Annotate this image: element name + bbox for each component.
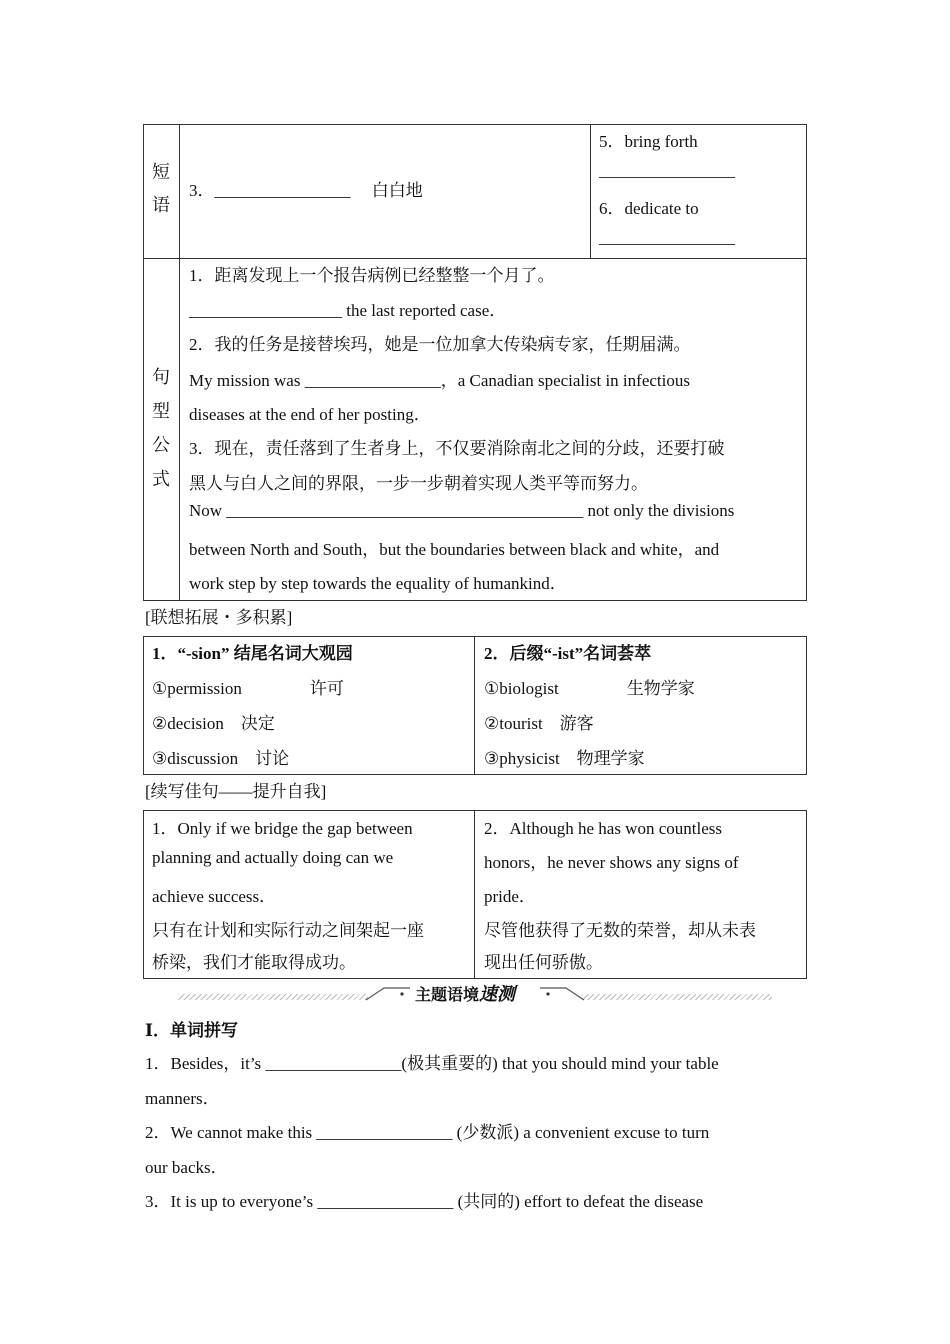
table-divider [179, 124, 180, 601]
good-sentence-line: 尽管他获得了无数的荣誉，却从未表 [484, 921, 756, 940]
table-divider [143, 258, 807, 259]
list-item: ①biologist 生物学家 [484, 679, 695, 698]
banner-emphasis: 速测 [479, 984, 516, 1005]
table-divider [474, 636, 475, 775]
exercise-line: manners． [145, 1089, 220, 1108]
banner-text: 主题语境 [415, 985, 480, 1004]
good-sentence-line: 2．Although he has won countless [484, 819, 722, 838]
list-item: ③physicist 物理学家 [484, 749, 645, 768]
phrase-6: 6．dedicate to [599, 199, 699, 218]
section-heading: [联想拓展・多积累] [145, 608, 293, 627]
exercise-line: our backs． [145, 1158, 228, 1177]
sentence-line: 2．我的任务是接替埃玛，她是一位加拿大传染病专家，任期届满。 [189, 335, 691, 354]
exercise-line: 3．It is up to everyone’s ________________ (共同的) effort to defeat the disease [145, 1192, 704, 1211]
good-sentence-line: pride． [484, 887, 536, 906]
list-item: ②decision 决定 [152, 714, 275, 733]
good-sentence-line: achieve success． [152, 887, 277, 906]
good-sentence-line: planning and actually doing can we [152, 848, 394, 867]
sentence-label: 句型公式 [152, 367, 170, 489]
exercise-heading: Ⅰ．单词拼写 [145, 1021, 238, 1040]
phrase-3: 3．________________ 白白地 [189, 181, 423, 200]
list-item: ③discussion 讨论 [152, 749, 290, 768]
list-item: ②tourist 游客 [484, 714, 594, 733]
sentence-line: Now __________________________________________ not only the divisions [189, 501, 735, 520]
phrase-5: 5．bring forth [599, 132, 698, 151]
sentence-line: 3．现在，责任落到了生者身上，不仅要消除南北之间的分歧，还要打破 [189, 439, 725, 458]
sentence-line: 黑人与白人之间的界限，一步一步朝着实现人类平等而努力。 [189, 474, 648, 493]
good-sentence-line: honors，he never shows any signs of [484, 853, 739, 872]
phrase-6-blank: ________________ [599, 228, 735, 247]
phrase-5-blank: ________________ [599, 161, 735, 180]
banner-hatch-left [178, 994, 368, 1000]
banner-title [415, 980, 515, 1006]
phrase-label: 短语 [152, 162, 170, 215]
table-divider [474, 810, 475, 979]
sentence-line: between North and South，but the boundaries between black and white，and [189, 540, 720, 559]
list-item: ①permission 许可 [152, 679, 344, 698]
good-sentence-line: 桥梁，我们才能取得成功。 [152, 953, 356, 972]
banner-hatch-right [582, 994, 772, 1000]
good-sentence-line: 现出任何骄傲。 [484, 953, 603, 972]
suffix-left-title: 1．“-sion” 结尾名词大观园 [152, 644, 353, 663]
suffix-right-title: 2．后缀“-ist”名词荟萃 [484, 644, 652, 663]
sentence-line: 1．距离发现上一个报告病例已经整整一个月了。 [189, 266, 555, 285]
sentence-line: __________________ the last reported case． [189, 301, 507, 320]
good-sentence-line: 只有在计划和实际行动之间架起一座 [152, 921, 424, 940]
sentence-line: diseases at the end of her posting． [189, 405, 431, 424]
sentence-line: work step by step towards the equality of humankind． [189, 574, 567, 593]
sentence-line: My mission was ________________，a Canadian specialist in infectious [189, 371, 690, 390]
section-heading: [续写佳句——提升自我] [145, 782, 327, 801]
good-sentence-line: 1．Only if we bridge the gap between [152, 819, 413, 838]
table-divider [590, 124, 591, 258]
exercise-line: 1．Besides，it’s ________________(极其重要的) that you should mind your table [145, 1054, 719, 1073]
exercise-line: 2．We cannot make this ________________ (少数派) a convenient excuse to turn [145, 1123, 710, 1142]
